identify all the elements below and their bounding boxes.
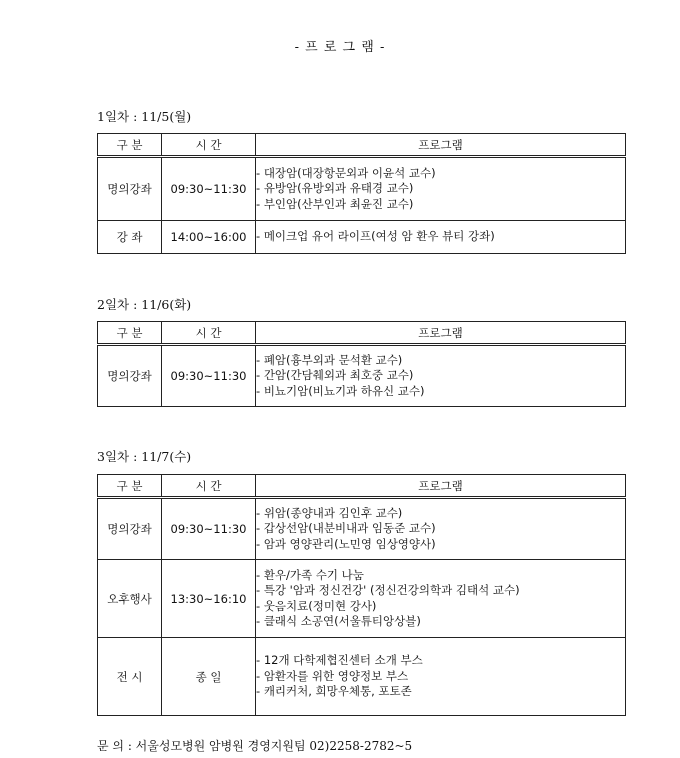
header-program: 프로그램 [256,322,626,345]
header-time: 시 간 [162,134,256,157]
row-category: 오후행사 [98,560,162,638]
row-category: 전 시 [98,638,162,716]
row-category: 명의강좌 [98,498,162,560]
contact-info: 문 의 : 서울성모병원 암병원 경영지원팀 02)2258-2782~5 [97,739,413,753]
page-title: - 프 로 그 램 - [294,40,386,55]
header-program: 프로그램 [256,475,626,498]
table-header-row [98,322,626,345]
header-time: 시 간 [162,475,256,498]
program-item: - 메이크업 유어 라이프(여성 암 환우 뷰티 강좌) [256,229,625,245]
program-item: - 유방암(유방외과 유태경 교수) [256,181,625,197]
program-item: - 위암(종양내과 김인후 교수) [256,506,625,522]
row-program [256,221,626,254]
program-item: - 암환자를 위한 영양정보 부스 [256,669,625,685]
row-time: 09:30~11:30 [162,345,256,407]
program-item: - 클래식 소공연(서울튜티앙상블) [256,614,625,630]
program-item: - 간암(간담췌외과 최호중 교수) [256,368,625,384]
table-row [98,345,626,407]
program-item: - 대장암(대장항문외과 이윤석 교수) [256,166,625,182]
header-category: 구 분 [98,322,162,345]
row-program [256,498,626,560]
row-program [256,638,626,716]
day3-heading: 3일차 : 11/7(수) [97,449,192,464]
program-item: - 환우/가족 수기 나눔 [256,568,625,584]
program-item: - 캐리커처, 희망우체통, 포토존 [256,684,625,700]
row-category: 강 좌 [98,221,162,254]
row-time: 13:30~16:10 [162,560,256,638]
row-category: 명의강좌 [98,345,162,407]
table-header-row [98,134,626,157]
program-item: - 특강 '암과 정신건강' (정신건강의학과 김태석 교수) [256,583,625,599]
program-item: - 비뇨기암(비뇨기과 하유신 교수) [256,384,625,400]
row-program [256,560,626,638]
day1-heading: 1일차 : 11/5(월) [97,109,192,124]
program-item: - 부인암(산부인과 최윤진 교수) [256,197,625,213]
program-item: - 암과 영양관리(노민영 임상영양사) [256,537,625,553]
table-row [98,157,626,221]
row-category: 명의강좌 [98,157,162,221]
row-time: 09:30~11:30 [162,498,256,560]
program-item: - 폐암(흉부외과 문석환 교수) [256,353,625,369]
day2-schedule-table [97,321,626,407]
table-row [98,221,626,254]
day2-heading: 2일차 : 11/6(화) [97,297,192,312]
row-program [256,157,626,221]
header-category: 구 분 [98,134,162,157]
header-time: 시 간 [162,322,256,345]
table-row [98,638,626,716]
program-item: - 12개 다학제협진센터 소개 부스 [256,653,625,669]
table-header-row [98,475,626,498]
header-program: 프로그램 [256,134,626,157]
row-program [256,345,626,407]
table-row [98,498,626,560]
program-item: - 웃음치료(정미현 강사) [256,599,625,615]
row-time: 09:30~11:30 [162,157,256,221]
row-time: 종 일 [162,638,256,716]
program-item: - 갑상선암(내분비내과 임동준 교수) [256,521,625,537]
table-row [98,560,626,638]
header-category: 구 분 [98,475,162,498]
row-time: 14:00~16:00 [162,221,256,254]
day1-schedule-table [97,133,626,254]
day3-schedule-table [97,474,626,716]
